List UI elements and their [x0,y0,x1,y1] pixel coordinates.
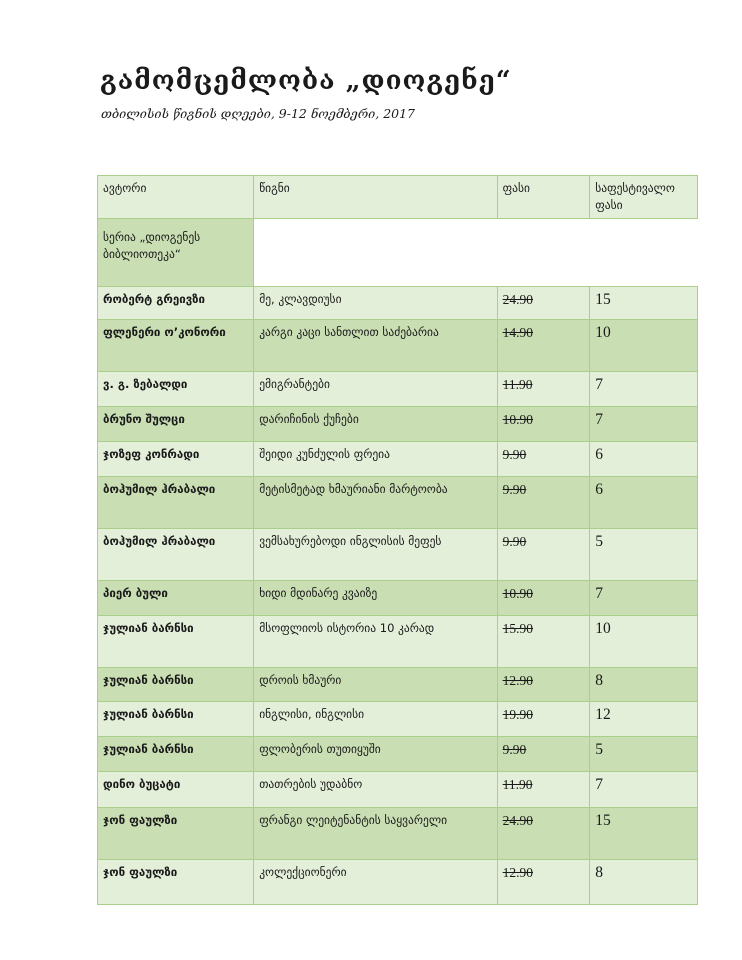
cell-author: ჯულიან ბარნსი [98,616,254,668]
series-blank-cell [254,219,698,287]
cell-fest-price: 5 [590,529,698,581]
cell-fest-price: 10 [590,320,698,372]
cell-author: ჯოზეფ კონრადი [98,442,254,477]
cell-fest-price: 8 [590,860,698,905]
cell-author: ჯონ ფაულზი [98,860,254,905]
table-row [98,702,698,737]
cell-fest-price: 6 [590,442,698,477]
cell-fest-price: 5 [590,737,698,772]
cell-book: ინგლისი, ინგლისი [254,702,497,737]
cell-price [497,808,590,860]
cell-book: მეტისმეტად ხმაურიანი მარტოობა [254,477,497,529]
table-row [98,477,698,529]
cell-price [497,320,590,372]
price-value: 9.90 [502,447,527,462]
table-row [98,772,698,808]
cell-fest-price: 7 [590,407,698,442]
column-header-price: ფასი [497,176,590,219]
column-header-author: ავტორი [98,176,254,219]
cell-fest-price: 7 [590,581,698,616]
table-row [98,808,698,860]
cell-price [497,616,590,668]
cell-price [497,702,590,737]
cell-fest-price: 7 [590,372,698,407]
cell-price [497,477,590,529]
cell-book: მსოფლიოს ისტორია 10 კარად [254,616,497,668]
price-value: 12.90 [502,673,533,688]
column-header-fest-price: საფესტივალო ფასი [590,176,698,219]
cell-price [497,372,590,407]
price-value: 9.90 [502,534,527,549]
page-subtitle: თბილისის წიგნის დღეები, 9-12 ნოემბერი, 2017 [101,106,416,121]
price-value: 9.90 [502,482,527,497]
price-table [97,175,698,905]
cell-book: ხიდი მდინარე კვაიზე [254,581,497,616]
cell-author: ბრუნო შულცი [98,407,254,442]
price-value: 19.90 [502,707,533,722]
table-row [98,860,698,905]
cell-book: ფლობერის თუთიყუში [254,737,497,772]
cell-book: ფრანგი ლეიტენანტის საყვარელი [254,808,497,860]
table-row [98,287,698,320]
table-row [98,668,698,702]
cell-fest-price: 15 [590,287,698,320]
cell-fest-price: 8 [590,668,698,702]
table-row [98,737,698,772]
price-value: 9.90 [502,742,527,757]
price-value: 24.90 [502,813,533,828]
cell-price [497,287,590,320]
price-value: 14.90 [502,325,533,340]
cell-author: ფლენერი ო’კონორი [98,320,254,372]
page-title: გამომცემლობა „დიოგენე“ [100,66,512,96]
cell-price [497,772,590,808]
cell-fest-price: 6 [590,477,698,529]
cell-author: ჯულიან ბარნსი [98,737,254,772]
price-value: 15.90 [502,621,533,636]
cell-price [497,860,590,905]
cell-author: ბოჰუმილ ჰრაბალი [98,477,254,529]
table-header-row [98,176,698,219]
cell-author: პიერ ბული [98,581,254,616]
cell-book: დარიჩინის ქუჩები [254,407,497,442]
cell-author: დინო ბუცატი [98,772,254,808]
table-row [98,320,698,372]
table-row [98,442,698,477]
cell-book: ვემსახურებოდი ინგლისის მეფეს [254,529,497,581]
cell-price [497,737,590,772]
cell-author: ვ. გ. ზებალდი [98,372,254,407]
cell-author: ბოჰუმილ ჰრაბალი [98,529,254,581]
cell-book: კარგი კაცი სანთლით საძებარია [254,320,497,372]
table-row [98,407,698,442]
cell-author: ჯულიან ბარნსი [98,702,254,737]
cell-book: თათრების უდაბნო [254,772,497,808]
price-value: 10.90 [502,586,533,601]
cell-fest-price: 15 [590,808,698,860]
table-row [98,616,698,668]
price-value: 10.90 [502,412,533,427]
table-row [98,372,698,407]
cell-price [497,581,590,616]
cell-price [497,668,590,702]
cell-book: შეიდი კუნძულის ფრეია [254,442,497,477]
table-row [98,581,698,616]
cell-fest-price: 12 [590,702,698,737]
cell-author: რობერტ გრეივზი [98,287,254,320]
cell-book: კოლექციონერი [254,860,497,905]
cell-book: მე, კლავდიუსი [254,287,497,320]
price-value: 11.90 [502,777,533,792]
cell-fest-price: 10 [590,616,698,668]
cell-author: ჯონ ფაულზი [98,808,254,860]
cell-price [497,442,590,477]
cell-book: დროის ხმაური [254,668,497,702]
cell-price [497,529,590,581]
price-value: 12.90 [502,865,533,880]
price-value: 11.90 [502,377,533,392]
cell-price [497,407,590,442]
price-value: 24.90 [502,292,533,307]
cell-fest-price: 7 [590,772,698,808]
series-label: სერია „დიოგენეს ბიბლიოთეკა“ [98,219,254,287]
cell-author: ჯულიან ბარნსი [98,668,254,702]
cell-book: ემიგრანტები [254,372,497,407]
series-row [98,219,698,287]
column-header-book: წიგნი [254,176,497,219]
table-row [98,529,698,581]
